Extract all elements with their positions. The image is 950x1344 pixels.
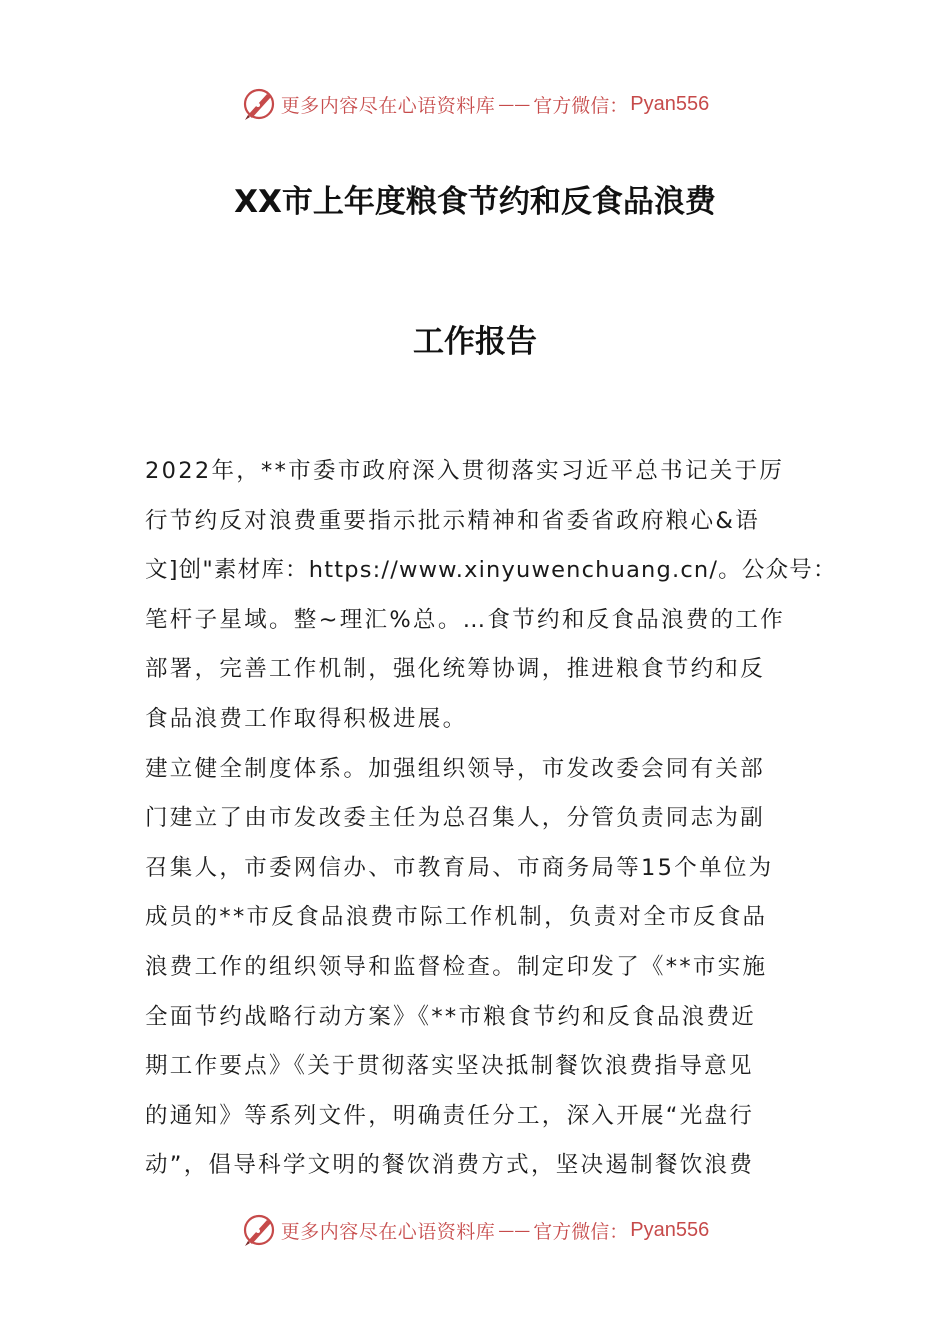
body-line: 的通知》等系列文件，明确责任分工，深入开展“光盘行 — [145, 1102, 755, 1129]
body-line: 食品浪费工作取得积极进展。 — [145, 705, 468, 732]
body-line: 成员的**市反食品浪费市际工作机制，负责对全市反食品 — [145, 904, 768, 931]
watermark-banner-top — [0, 82, 950, 126]
body-line: 召集人，市委网信办、市教育局、市商务局等15个单位为 — [145, 854, 774, 881]
document-title-line2: 工作报告 — [413, 324, 537, 360]
document-body — [145, 447, 837, 1191]
body-line: 动”，倡导科学文明的餐饮消费方式，坚决遏制餐饮浪费 — [145, 1152, 755, 1179]
body-line: 门建立了由市发改委主任为总召集人，分管负责同志为副 — [145, 805, 766, 832]
watermark-wechat-id: Pyan556 — [630, 92, 710, 115]
body-line: 全面节约战略行动方案》《**市粮食节约和反食品浪费近 — [145, 1003, 757, 1030]
body-line: 浪费工作的组织领导和监督检查。制定印发了《**市实施 — [145, 953, 768, 980]
body-line: 行节约反对浪费重要指示批示精神和省委省政府粮心&语 — [145, 507, 761, 534]
watermark-text: 更多内容尽在心语资料库 — [280, 94, 496, 117]
watermark-separator: —— — [498, 1220, 531, 1240]
watermark-separator: —— — [498, 94, 531, 114]
pen-circle-logo-icon — [241, 86, 277, 122]
body-line: 笔杆子星域。整~理汇%总。…食节约和反食品浪费的工作 — [145, 606, 786, 633]
body-line: 部署，完善工作机制，强化统筹协调，推进粮食节约和反 — [145, 656, 766, 683]
watermark-wechat-label: 官方微信： — [533, 1220, 629, 1243]
watermark-banner-bottom — [0, 1208, 950, 1252]
document-title-line1: XX市上年度粮食节约和反食品浪费 — [234, 184, 716, 220]
watermark-wechat-label: 官方微信： — [533, 94, 629, 117]
body-line: 建立健全制度体系。加强组织领导，市发改委会同有关部 — [145, 755, 766, 782]
pen-circle-logo-icon — [241, 1212, 277, 1248]
body-line: 文]创"素材库：https://www.xinyuwenchuang.cn/。公众号： — [145, 557, 837, 584]
body-line: 期工作要点》《关于贯彻落实坚决抵制餐饮浪费指导意见 — [145, 1053, 754, 1080]
body-line: 2022年，**市委市政府深入贯彻落实习近平总书记关于厉 — [145, 458, 785, 484]
watermark-wechat-id: Pyan556 — [630, 1218, 710, 1241]
watermark-text: 更多内容尽在心语资料库 — [280, 1220, 496, 1243]
